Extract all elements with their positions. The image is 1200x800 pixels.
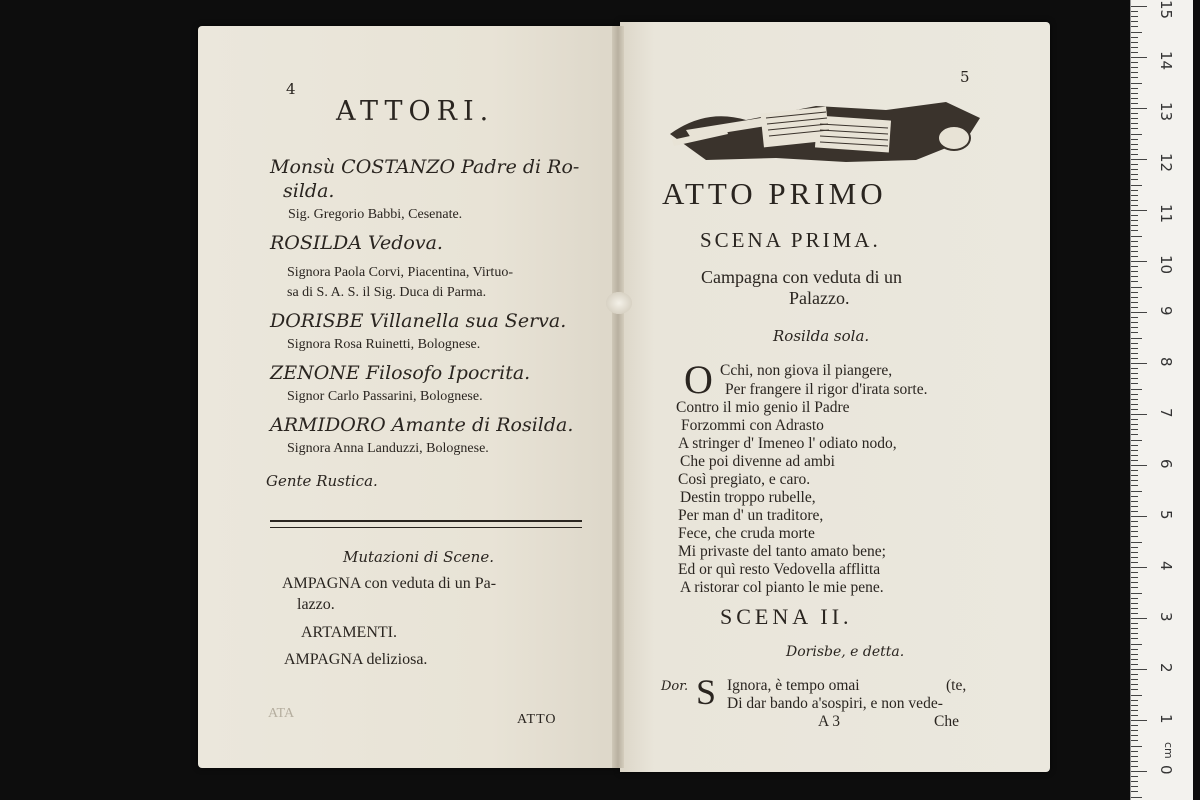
musical-instruments-ornament bbox=[666, 100, 984, 166]
faded-mark: ATA bbox=[268, 706, 295, 721]
ruler-tick bbox=[1131, 526, 1138, 527]
ruler-tick bbox=[1131, 496, 1138, 497]
ruler-tick bbox=[1131, 266, 1138, 267]
ruler-tick bbox=[1131, 83, 1142, 84]
signature-mark: A 3 bbox=[818, 713, 840, 730]
ruler-tick bbox=[1131, 740, 1138, 741]
role-armidoro: ARMIDORO Amante di Rosilda. bbox=[270, 414, 574, 436]
verse-line-11: Mi privaste del tanto amato bene; bbox=[678, 543, 886, 560]
ruler-tick bbox=[1131, 797, 1142, 798]
ruler-tick bbox=[1131, 88, 1138, 89]
ruler-number: 11 bbox=[1157, 204, 1175, 224]
ruler-tick bbox=[1131, 786, 1138, 787]
ruler-tick bbox=[1131, 480, 1138, 481]
ruler-tick bbox=[1131, 236, 1142, 237]
scene-change-1: AMPAGNA con veduta di un Pa- bbox=[282, 575, 497, 592]
role-dorisbe: DORISBE Villanella sua Serva. bbox=[270, 310, 567, 332]
ruler-tick bbox=[1131, 312, 1147, 313]
ruler-tick bbox=[1131, 77, 1138, 78]
verse-line-6: Che poi divenne ad ambi bbox=[680, 453, 835, 470]
speaker-label: Dor. bbox=[661, 679, 689, 694]
ruler-tick bbox=[1131, 302, 1138, 303]
ruler-tick bbox=[1131, 93, 1138, 94]
binding-thread bbox=[606, 292, 632, 314]
ruler-tick bbox=[1131, 287, 1142, 288]
right-catchword: Che bbox=[934, 713, 959, 730]
ruler-tick bbox=[1131, 220, 1138, 221]
ruler-tick bbox=[1131, 511, 1138, 512]
ruler-number: 7 bbox=[1157, 408, 1175, 418]
scene-change-2: ARTAMENTI. bbox=[301, 624, 397, 641]
ruler-number: 6 bbox=[1157, 459, 1175, 469]
ruler-tick bbox=[1131, 689, 1138, 690]
ruler-tick bbox=[1131, 98, 1138, 99]
ruler-number: 5 bbox=[1157, 510, 1175, 520]
ruler-tick bbox=[1131, 200, 1138, 201]
ruler-tick bbox=[1131, 149, 1138, 150]
ruler-tick bbox=[1131, 338, 1142, 339]
performer-costanzo: Sig. Gregorio Babbi, Cesenate. bbox=[288, 207, 463, 222]
ruler-tick bbox=[1131, 613, 1138, 614]
ruler-tick bbox=[1131, 144, 1138, 145]
ruler-tick bbox=[1131, 608, 1138, 609]
ruler-tick bbox=[1131, 368, 1138, 369]
ruler-tick bbox=[1131, 521, 1138, 522]
verse-line-9: Per man d' un traditore, bbox=[678, 507, 824, 524]
ruler-tick bbox=[1131, 297, 1138, 298]
ruler-tick bbox=[1131, 327, 1138, 328]
ruler-tick bbox=[1131, 501, 1138, 502]
ruler-tick bbox=[1131, 674, 1138, 675]
ruler-tick bbox=[1131, 225, 1138, 226]
ruler-tick bbox=[1131, 746, 1142, 747]
scene-title: SCENA PRIMA. bbox=[700, 228, 881, 252]
ruler-tick bbox=[1131, 424, 1138, 425]
ruler-tick bbox=[1131, 460, 1138, 461]
ruler-tick bbox=[1131, 654, 1138, 655]
ruler-tick bbox=[1131, 761, 1138, 762]
ruler-tick bbox=[1131, 669, 1147, 670]
ruler-number: 0 bbox=[1157, 765, 1175, 775]
ruler-tick bbox=[1131, 547, 1138, 548]
ruler-tick bbox=[1131, 154, 1138, 155]
drop-cap-s: S bbox=[696, 672, 717, 712]
scene-2-title: SCENA II. bbox=[720, 604, 853, 629]
ruler-tick bbox=[1131, 332, 1138, 333]
ruler-tick bbox=[1131, 470, 1138, 471]
ruler-tick bbox=[1131, 292, 1138, 293]
ruler-tick bbox=[1131, 781, 1138, 782]
ruler-tick bbox=[1131, 389, 1142, 390]
ruler-tick bbox=[1131, 26, 1138, 27]
ruler-tick bbox=[1131, 353, 1138, 354]
ruler-tick bbox=[1131, 567, 1147, 568]
ruler-tick bbox=[1131, 317, 1138, 318]
verse-line-10: Fece, che cruda morte bbox=[678, 525, 815, 542]
scene-2-note: Dorisbe, e detta. bbox=[786, 644, 905, 660]
scene-changes-title: Mutazioni di Scene. bbox=[343, 548, 494, 566]
verse-line-12: Ed or quì resto Vedovella afflitta bbox=[678, 561, 881, 578]
ruler-tick bbox=[1131, 735, 1138, 736]
performer-armidoro: Signora Anna Landuzzi, Bolognese. bbox=[287, 441, 489, 456]
ruler-tick bbox=[1131, 256, 1138, 257]
ruler-number: 1 bbox=[1157, 714, 1175, 724]
dialogue-line-2: Di dar bando a'sospiri, e non vede- bbox=[727, 695, 943, 712]
ruler-tick bbox=[1131, 516, 1147, 517]
ruler-tick bbox=[1131, 593, 1142, 594]
ruler-tick bbox=[1131, 139, 1138, 140]
ruler-tick bbox=[1131, 307, 1138, 308]
ruler-tick bbox=[1131, 169, 1138, 170]
ruler-tick bbox=[1131, 557, 1138, 558]
ruler-number: 2 bbox=[1157, 663, 1175, 673]
ruler-tick bbox=[1131, 419, 1138, 420]
ruler-tick bbox=[1131, 414, 1147, 415]
ruler-tick bbox=[1131, 251, 1138, 252]
ruler-tick bbox=[1131, 598, 1138, 599]
left-page-number: 4 bbox=[286, 80, 296, 98]
ruler-number: 8 bbox=[1157, 357, 1175, 367]
ruler-tick bbox=[1131, 649, 1138, 650]
role-costanzo-cont: silda. bbox=[283, 180, 335, 202]
ruler-tick bbox=[1131, 791, 1138, 792]
ruler-tick bbox=[1131, 776, 1138, 777]
ruler-tick bbox=[1131, 485, 1138, 486]
ruler-unit: cm bbox=[1162, 742, 1175, 759]
setting-line-1: Campagna con veduta di un bbox=[701, 267, 902, 287]
ruler-tick bbox=[1131, 751, 1138, 752]
verse-line-13: A ristorar col pianto le mie pene. bbox=[680, 579, 884, 596]
ruler-number: 12 bbox=[1157, 153, 1175, 173]
ruler-tick bbox=[1131, 725, 1138, 726]
extras-line: Gente Rustica. bbox=[266, 472, 378, 490]
ruler-number: 14 bbox=[1157, 51, 1175, 71]
role-zenone: ZENONE Filosofo Ipocrita. bbox=[270, 362, 531, 384]
ruler-tick bbox=[1131, 572, 1138, 573]
ruler-tick bbox=[1131, 159, 1147, 160]
ruler-tick bbox=[1131, 174, 1138, 175]
scene-change-3: AMPAGNA deliziosa. bbox=[284, 651, 428, 668]
ruler-tick bbox=[1131, 383, 1138, 384]
verse-line-4: Forzommi con Adrasto bbox=[681, 417, 824, 434]
ruler-tick bbox=[1131, 343, 1138, 344]
ruler-tick bbox=[1131, 679, 1138, 680]
drop-cap-o: O bbox=[684, 357, 713, 402]
measuring-ruler bbox=[1130, 0, 1193, 800]
ruler-tick bbox=[1131, 399, 1138, 400]
ruler-tick bbox=[1131, 103, 1138, 104]
ruler-tick bbox=[1131, 42, 1138, 43]
ruler-tick bbox=[1131, 582, 1138, 583]
ruler-tick bbox=[1131, 618, 1147, 619]
ruler-tick bbox=[1131, 113, 1138, 114]
ruler-tick bbox=[1131, 705, 1138, 706]
ruler-tick bbox=[1131, 434, 1138, 435]
ruler-tick bbox=[1131, 215, 1138, 216]
ruler-tick bbox=[1131, 475, 1138, 476]
ruler-tick bbox=[1131, 465, 1147, 466]
performer-zenone: Signor Carlo Passarini, Bolognese. bbox=[287, 389, 483, 404]
ruler-tick bbox=[1131, 164, 1138, 165]
ruler-tick bbox=[1131, 603, 1138, 604]
ruler-tick bbox=[1131, 271, 1138, 272]
ruler-tick bbox=[1131, 695, 1142, 696]
ruler-tick bbox=[1131, 276, 1138, 277]
role-costanzo: Monsù COSTANZO Padre di Ro- bbox=[270, 156, 580, 178]
ruler-tick bbox=[1131, 684, 1138, 685]
ruler-number: 15 bbox=[1157, 0, 1175, 20]
ruler-tick bbox=[1131, 450, 1138, 451]
ruler-tick bbox=[1131, 710, 1138, 711]
right-page-number: 5 bbox=[960, 68, 970, 86]
ruler-tick bbox=[1131, 394, 1138, 395]
ruler-tick bbox=[1131, 720, 1147, 721]
ruler-tick bbox=[1131, 118, 1138, 119]
dialogue-line-1-end: (te, bbox=[946, 677, 967, 694]
verse-line-3: Contro il mio genio il Padre bbox=[676, 399, 850, 416]
ruler-tick bbox=[1131, 32, 1142, 33]
ruler-tick bbox=[1131, 246, 1138, 247]
ruler-tick bbox=[1131, 587, 1138, 588]
ruler-tick bbox=[1131, 11, 1138, 12]
ruler-tick bbox=[1131, 72, 1138, 73]
ruler-tick bbox=[1131, 373, 1138, 374]
ruler-tick bbox=[1131, 771, 1147, 772]
scene-change-1-cont: lazzo. bbox=[297, 596, 335, 613]
ruler-number: 9 bbox=[1157, 306, 1175, 316]
ruler-tick bbox=[1131, 715, 1138, 716]
ruler-tick bbox=[1131, 210, 1147, 211]
ruler-tick bbox=[1131, 440, 1142, 441]
ruler-tick bbox=[1131, 190, 1138, 191]
ruler-tick bbox=[1131, 363, 1147, 364]
ruler-tick bbox=[1131, 562, 1138, 563]
ruler-tick bbox=[1131, 633, 1138, 634]
ruler-tick bbox=[1131, 577, 1138, 578]
left-catchword: ATTO bbox=[517, 712, 557, 727]
ruler-tick bbox=[1131, 47, 1138, 48]
ruler-tick bbox=[1131, 179, 1138, 180]
performer-dorisbe: Signora Rosa Ruinetti, Bolognese. bbox=[287, 337, 481, 352]
ruler-tick bbox=[1131, 358, 1138, 359]
ruler-tick bbox=[1131, 455, 1138, 456]
ruler-tick bbox=[1131, 185, 1142, 186]
ruler-tick bbox=[1131, 62, 1138, 63]
verse-line-2: Per frangere il rigor d'irata sorte. bbox=[725, 381, 928, 398]
ruler-tick bbox=[1131, 261, 1147, 262]
ruler-tick bbox=[1131, 429, 1138, 430]
performer-rosilda-cont: sa di S. A. S. il Sig. Duca di Parma. bbox=[287, 285, 487, 300]
ruler-tick bbox=[1131, 700, 1138, 701]
ruler-number: 13 bbox=[1157, 102, 1175, 122]
ruler-tick bbox=[1131, 664, 1138, 665]
ruler-number: 10 bbox=[1157, 255, 1175, 275]
verse-line-7: Così pregiato, e caro. bbox=[678, 471, 811, 488]
ruler-tick bbox=[1131, 134, 1142, 135]
ruler-tick bbox=[1131, 57, 1147, 58]
ruler-tick bbox=[1131, 445, 1138, 446]
ruler-tick bbox=[1131, 623, 1138, 624]
ruler-tick bbox=[1131, 628, 1138, 629]
ruler-tick bbox=[1131, 506, 1138, 507]
ruler-number: 4 bbox=[1157, 561, 1175, 571]
ruler-tick bbox=[1131, 230, 1138, 231]
ruler-tick bbox=[1131, 241, 1138, 242]
ruler-tick bbox=[1131, 644, 1142, 645]
ruler-tick bbox=[1131, 281, 1138, 282]
section-divider bbox=[270, 520, 582, 528]
ruler-tick bbox=[1131, 659, 1138, 660]
ruler-tick bbox=[1131, 491, 1142, 492]
setting-line-2: Palazzo. bbox=[789, 288, 850, 308]
ruler-tick bbox=[1131, 6, 1147, 7]
role-rosilda: ROSILDA Vedova. bbox=[270, 232, 443, 254]
verse-line-8: Destin troppo rubelle, bbox=[680, 489, 816, 506]
dialogue-line-1: Ignora, è tempo omai bbox=[727, 677, 860, 694]
ruler-tick bbox=[1131, 552, 1138, 553]
act-title: ATTO PRIMO bbox=[662, 176, 887, 211]
ruler-tick bbox=[1131, 16, 1138, 17]
ruler-tick bbox=[1131, 409, 1138, 410]
ruler-tick bbox=[1131, 536, 1138, 537]
ruler-tick bbox=[1131, 531, 1138, 532]
ruler-tick bbox=[1131, 21, 1138, 22]
ruler-number: 3 bbox=[1157, 612, 1175, 622]
ruler-tick bbox=[1131, 205, 1138, 206]
ruler-tick bbox=[1131, 378, 1138, 379]
ruler-tick bbox=[1131, 756, 1138, 757]
cast-heading: ATTORI. bbox=[336, 96, 495, 127]
ruler-tick bbox=[1131, 67, 1138, 68]
verse-line-5: A stringer d' Imeneo l' odiato nodo, bbox=[678, 435, 897, 452]
ruler-tick bbox=[1131, 730, 1138, 731]
ruler-tick bbox=[1131, 322, 1138, 323]
ruler-tick bbox=[1131, 766, 1138, 767]
verse-line-1: Cchi, non giova il piangere, bbox=[720, 362, 893, 379]
book-gutter bbox=[612, 26, 624, 768]
ruler-tick bbox=[1131, 638, 1138, 639]
ruler-tick bbox=[1131, 542, 1142, 543]
ruler-tick bbox=[1131, 348, 1138, 349]
ruler-tick bbox=[1131, 195, 1138, 196]
ruler-tick bbox=[1131, 52, 1138, 53]
ruler-tick bbox=[1131, 37, 1138, 38]
ruler-tick bbox=[1131, 123, 1138, 124]
ruler-tick bbox=[1131, 108, 1147, 109]
ruler-tick bbox=[1131, 404, 1138, 405]
character-note: Rosilda sola. bbox=[773, 327, 870, 345]
performer-rosilda: Signora Paola Corvi, Piacentina, Virtuo- bbox=[287, 265, 513, 280]
ruler-tick bbox=[1131, 128, 1138, 129]
